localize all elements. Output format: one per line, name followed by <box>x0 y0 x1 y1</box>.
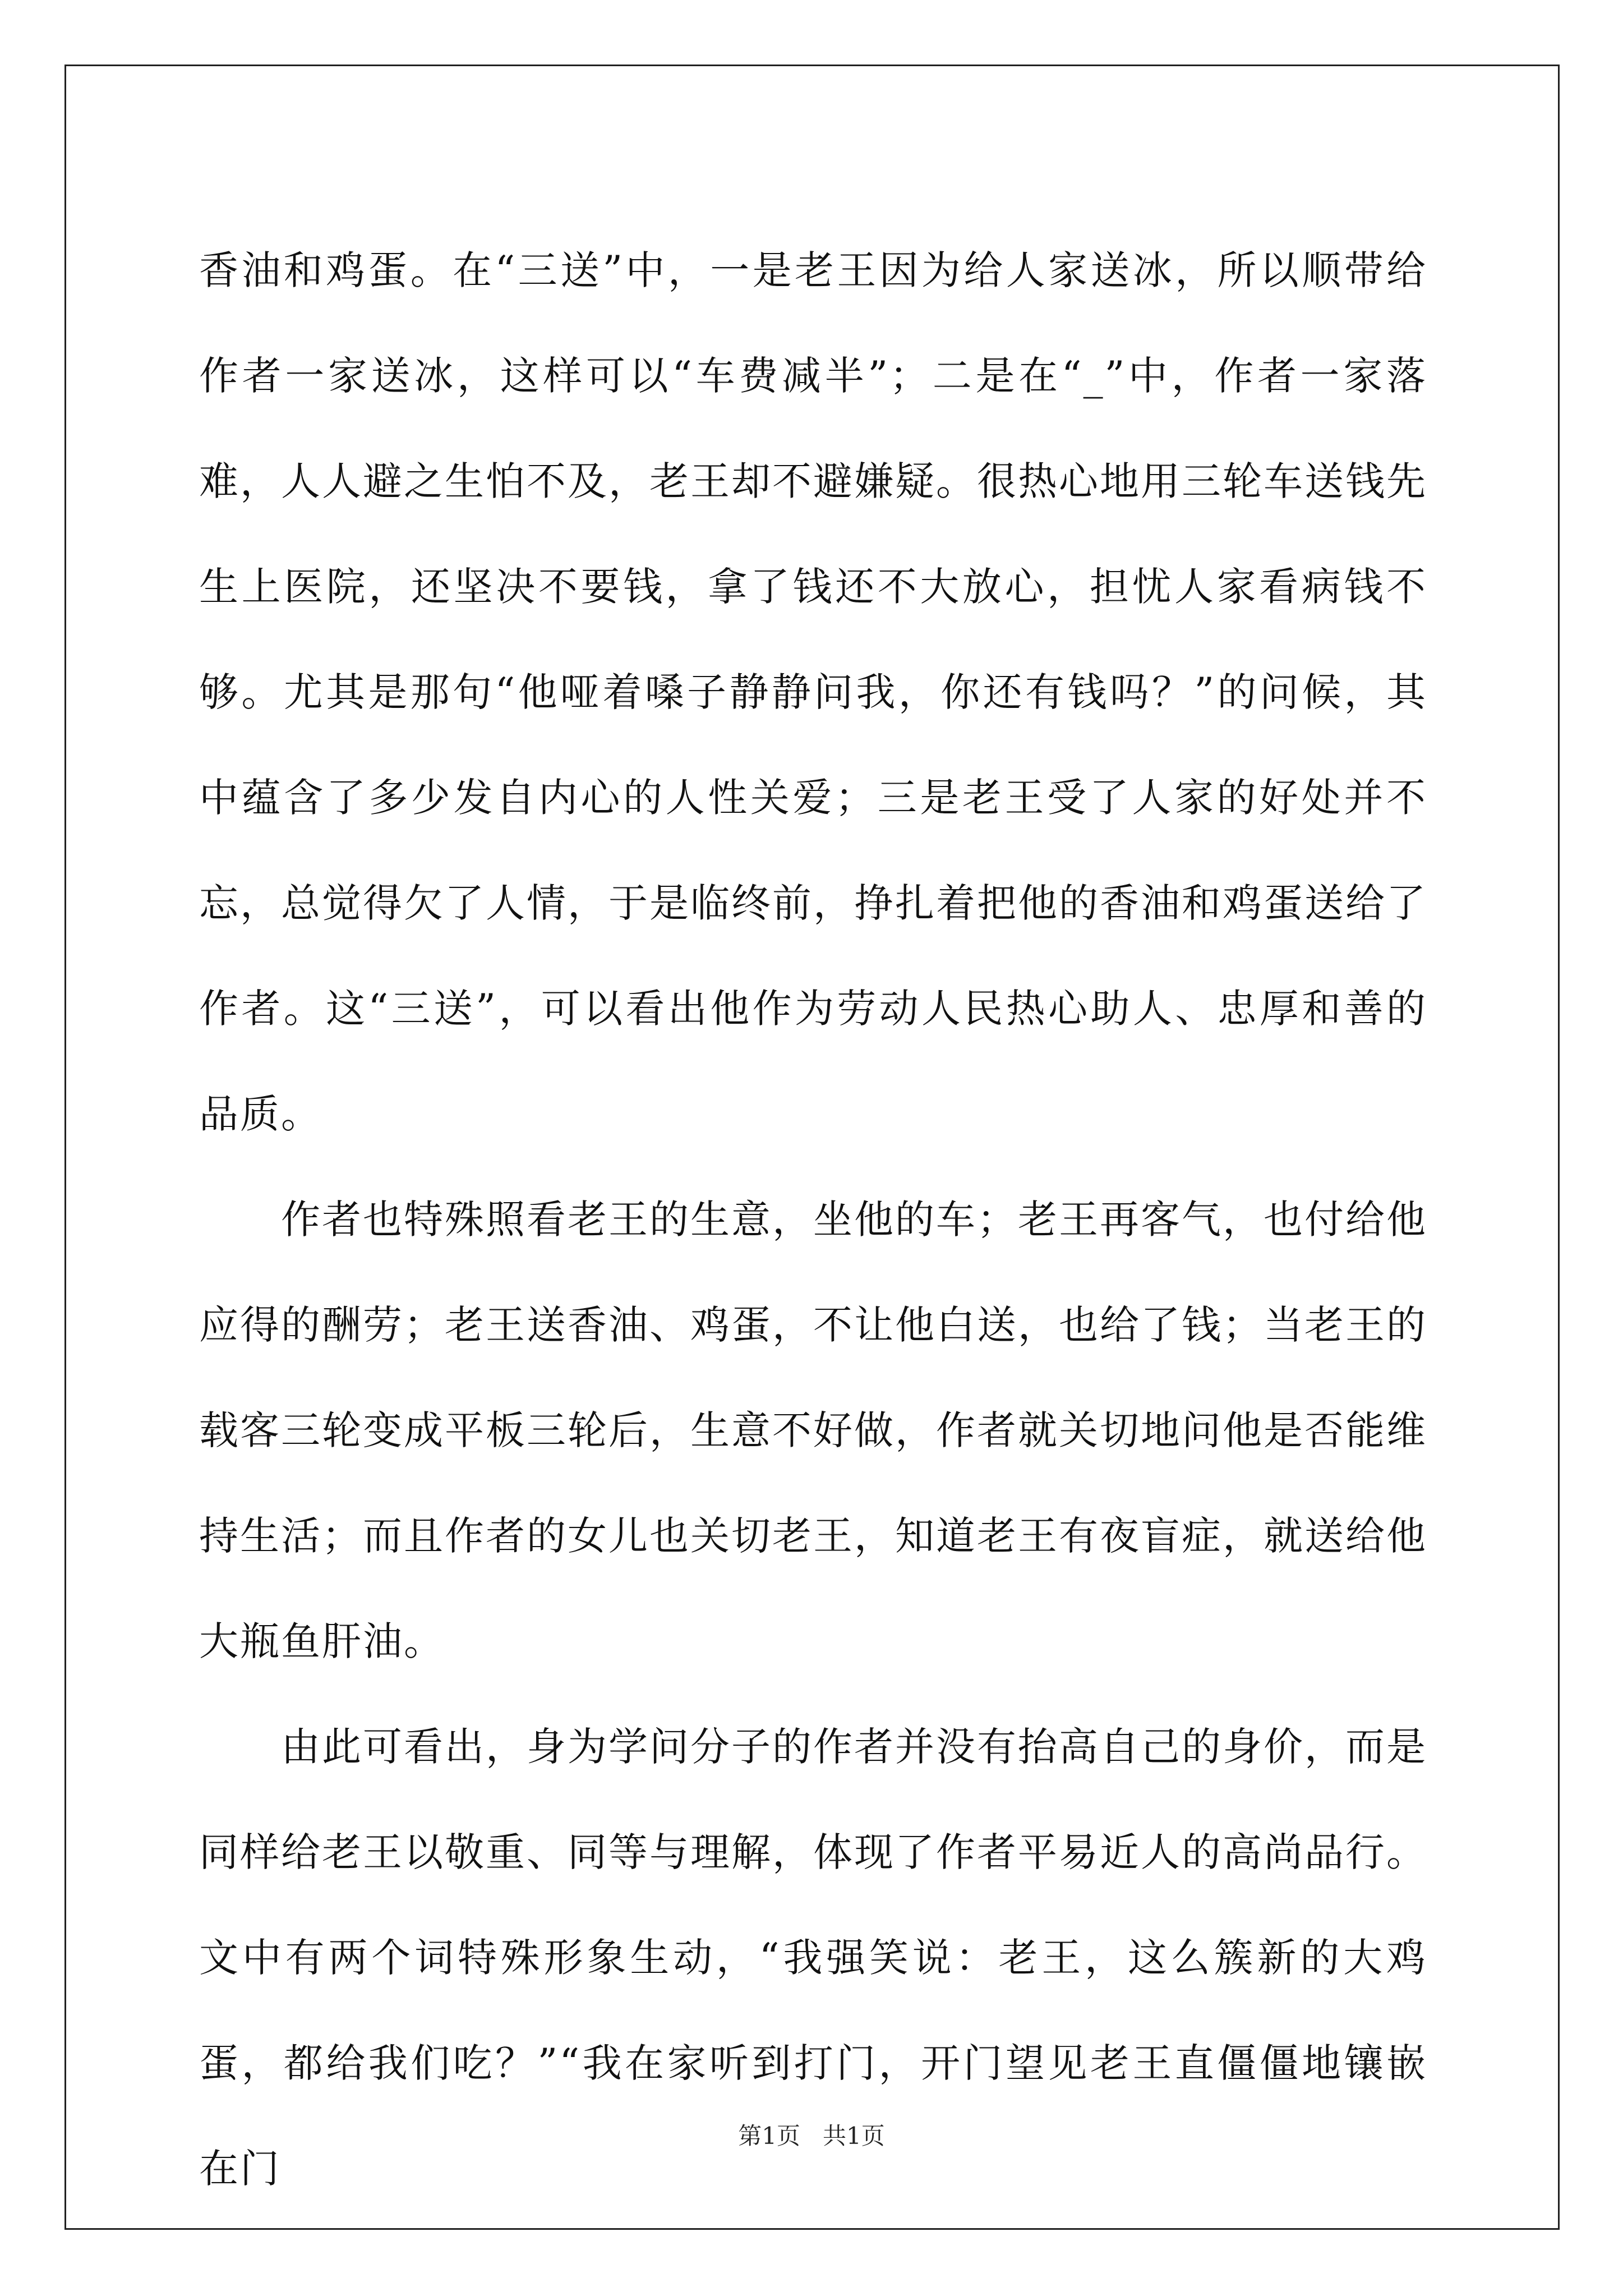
paragraph: 由此可看出，身为学问分子的作者并没有抬高自己的身价，而是同样给老王以敬重、同等与理解，体现了作者平易近人的高尚品行。文中有两个词特殊形象生动，“我强笑说：老王，这么簇新的大鸡蛋，都给我们吃？”“我在家听到打门，开门望见老王直僵僵地镶嵌在门 <box>199 1724 1427 2192</box>
document-body <box>199 218 1427 2221</box>
paragraph: 作者也特殊照看老王的生意，坐他的车；老王再客气，也付给他应得的酬劳；老王送香油、鸡蛋，不让他白送，也给了钱；当老王的载客三轮变成平板三轮后，生意不好做，作者就关切地问他是否能维持生活；而且作者的女儿也关切老王，知道老王有夜盲症，就送给他大瓶鱼肝油。 <box>199 1197 1427 1664</box>
paragraph: 香油和鸡蛋。在“三送”中，一是老王因为给人家送冰，所以顺带给作者一家送冰，这样可以“车费减半”；二是在“_”中，作者一家落难，人人避之生怕不及，老王却不避嫌疑。很热心地用三轮车送钱先生上医院，还坚决不要钱，拿了钱还不大放心，担忧人家看病钱不够。尤其是那句“他哑着嗓子静静问我，你还有钱吗？”的问候，其中蕴含了多少发自内心的人性关爱；三是老王受了人家的好处并不忘，总觉得欠了人情，于是临终前，挣扎着把他的香油和鸡蛋送给了作者。这“三送”，可以看出他作为劳动人民热心助人、忠厚和善的品质。 <box>199 247 1427 1137</box>
page-footer <box>0 2119 1623 2153</box>
page-number: 第1页 <box>738 2122 800 2150</box>
page-total: 共1页 <box>823 2122 885 2150</box>
